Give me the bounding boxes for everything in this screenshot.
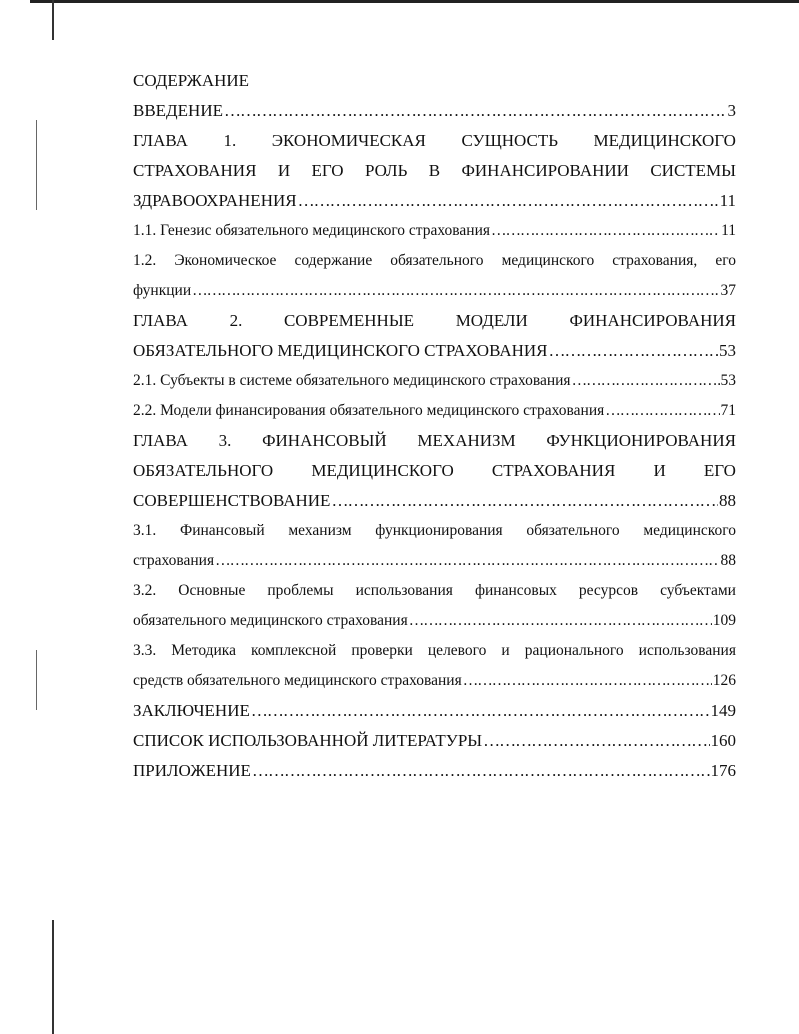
section-3-2-line-1: 3.2. Основные проблемы использования финансовых ресурсов субъектами <box>133 582 736 599</box>
page-number: 11 <box>721 222 736 239</box>
scan-edge-mark <box>36 120 37 210</box>
scan-top-border <box>30 0 799 3</box>
chapter-3-line-3: СОВЕРШЕНСТВОВАНИЕ ……………………………………………………………………………………………………………………………………………………………………………………………… 88 <box>133 486 736 516</box>
toc-entry-section-1-1[interactable]: 1.1. Генезис обязательного медицинского страхования ……………………………………………………………………………………………………………………………………………………………………………………………… 11 <box>133 216 736 246</box>
section-3-3-line-1: 3.3. Методика комплексной проверки целевого и рационального использования <box>133 642 736 659</box>
scan-edge-mark <box>36 650 37 710</box>
toc-entry-references[interactable]: СПИСОК ИСПОЛЬЗОВАННОЙ ЛИТЕРАТУРЫ ……………………………………………………………………………………………………………………………………………………………………………………………… 160 <box>133 726 736 756</box>
page-number: 53 <box>720 372 736 389</box>
page-number: 53 <box>719 341 736 360</box>
chapter-3-line-1: ГЛАВА 3. ФИНАНСОВЫЙ МЕХАНИЗМ ФУНКЦИОНИРОВАНИЯ <box>133 431 736 450</box>
chapter-1-line-1: ГЛАВА 1. ЭКОНОМИЧЕСКАЯ СУЩНОСТЬ МЕДИЦИНСКОГО <box>133 131 736 150</box>
toc-entry-chapter-1[interactable] <box>133 126 736 216</box>
chapter-3-line-2: ОБЯЗАТЕЛЬНОГО МЕДИЦИНСКОГО СТРАХОВАНИЯ И ЕГО <box>133 461 736 480</box>
page-number: 37 <box>720 282 736 299</box>
toc-entry-section-2-2[interactable]: 2.2. Модели финансирования обязательного медицинского страхования ……………………………………………………………………………………………………………………………………………………………………………………………… 71 <box>133 396 736 426</box>
page-number: 71 <box>720 402 736 419</box>
chapter-2-line-2: ОБЯЗАТЕЛЬНОГО МЕДИЦИНСКОГО СТРАХОВАНИЯ ……………………………………………………………………………………………………………………………………………………………………………………………… 53 <box>133 336 736 366</box>
page-number: 3 <box>727 101 736 120</box>
scan-edge-mark <box>52 0 54 40</box>
section-1-2-line-2: функции ……………………………………………………………………………………………………………………………………………………………………………………………… 37 <box>133 276 736 306</box>
toc-heading: СОДЕРЖАНИЕ <box>133 71 250 90</box>
section-3-2-line-2: обязательного медицинского страхования ……………………………………………………………………………………………………………………………………………………………………………………………… 109 <box>133 606 736 636</box>
section-3-3-line-2: средств обязательного медицинского страхования ……………………………………………………………………………………………………………………………………………………………………………………………… 126 <box>133 666 736 696</box>
page-number: 160 <box>710 731 736 750</box>
chapter-1-line-2: СТРАХОВАНИЯ И ЕГО РОЛЬ В ФИНАНСИРОВАНИИ СИСТЕМЫ <box>133 161 736 180</box>
chapter-2-line-1: ГЛАВА 2. СОВРЕМЕННЫЕ МОДЕЛИ ФИНАНСИРОВАНИЯ <box>133 311 736 330</box>
page-number: 149 <box>710 701 736 720</box>
table-of-contents <box>133 66 736 786</box>
chapter-1-line-3: ЗДРАВООХРАНЕНИЯ ……………………………………………………………………………………………………………………………………………………………………………………………… 11 <box>133 186 736 216</box>
page-number: 88 <box>719 491 736 510</box>
page-number: 11 <box>719 191 736 210</box>
page-number: 88 <box>720 552 736 569</box>
scan-edge-mark <box>52 920 54 1034</box>
toc-entry-section-3-1[interactable] <box>133 516 736 576</box>
toc-entry-chapter-3[interactable] <box>133 426 736 516</box>
page-number: 109 <box>712 612 736 629</box>
toc-entry-conclusion[interactable]: ЗАКЛЮЧЕНИЕ ……………………………………………………………………………………………………………………………………………………………………………………………… 149 <box>133 696 736 726</box>
section-3-1-line-2: страхования ……………………………………………………………………………………………………………………………………………………………………………………………… 88 <box>133 546 736 576</box>
page-number: 126 <box>712 672 736 689</box>
section-3-1-line-1: 3.1. Финансовый механизм функционирования обязательного медицинского <box>133 522 736 539</box>
toc-entry-intro[interactable]: ВВЕДЕНИЕ ……………………………………………………………………………………………………………………………………………………………………………………………… 3 <box>133 96 736 126</box>
page-number: 176 <box>710 761 736 780</box>
toc-entry-section-2-1[interactable]: 2.1. Субъекты в системе обязательного медицинского страхования ……………………………………………………………………………………………………………………………………………………………………………………………… 53 <box>133 366 736 396</box>
toc-entry-section-1-2[interactable] <box>133 246 736 306</box>
toc-entry-section-3-2[interactable] <box>133 576 736 636</box>
toc-entry-chapter-2[interactable] <box>133 306 736 366</box>
section-1-2-line-1: 1.2. Экономическое содержание обязательного медицинского страхования, его <box>133 252 736 269</box>
toc-entry-section-3-3[interactable] <box>133 636 736 696</box>
toc-entry-appendix[interactable]: ПРИЛОЖЕНИЕ ……………………………………………………………………………………………………………………………………………………………………………………………… 176 <box>133 756 736 786</box>
